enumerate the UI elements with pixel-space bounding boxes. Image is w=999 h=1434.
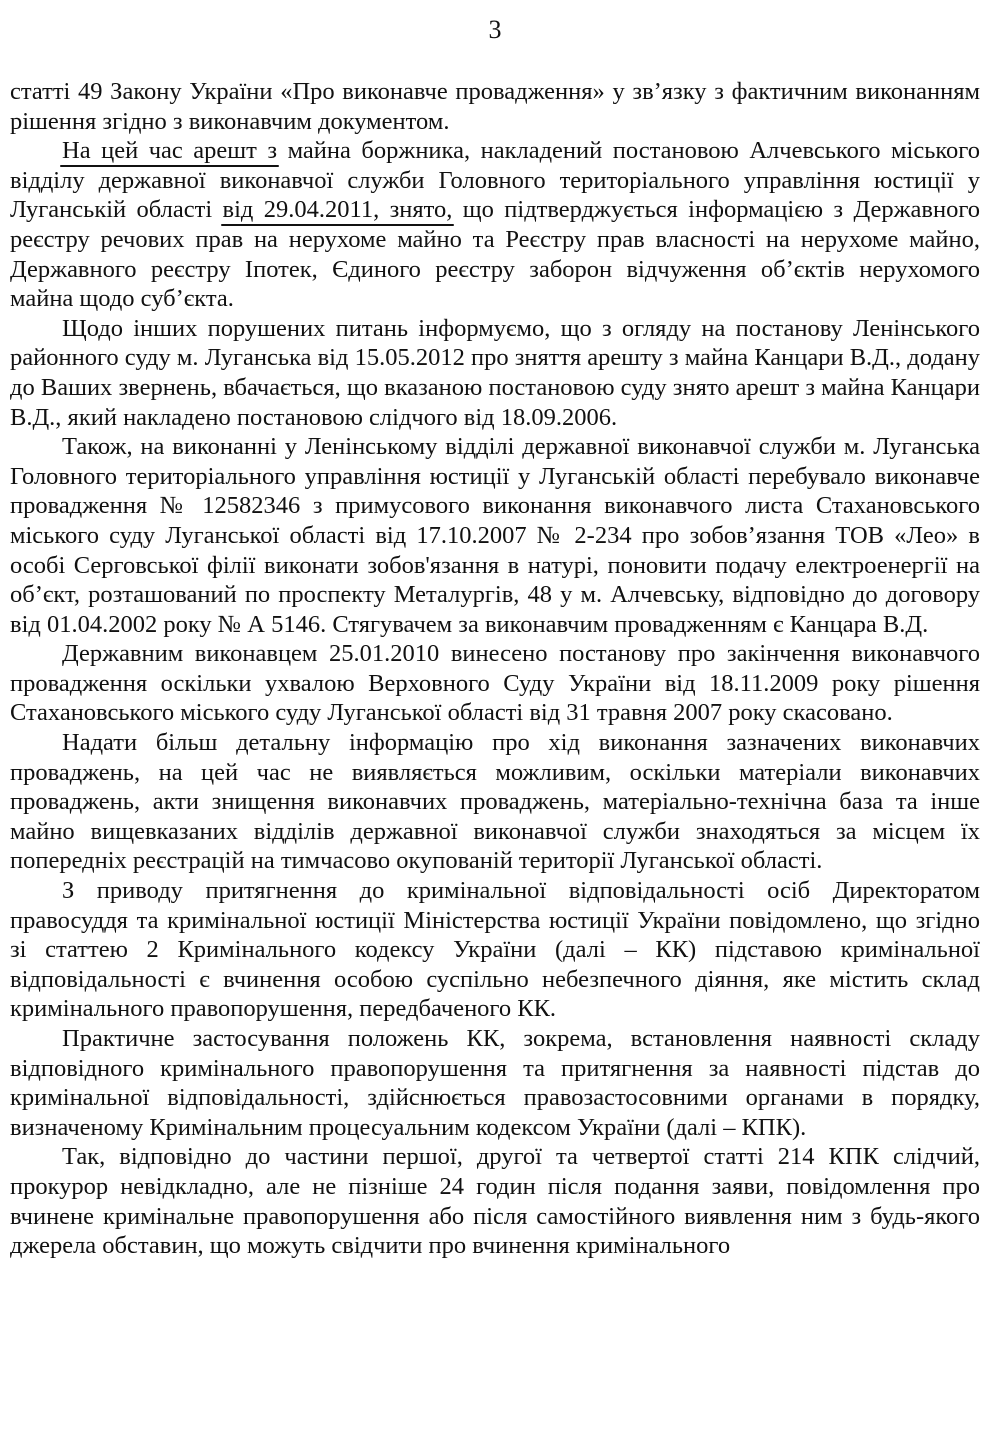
paragraph-9 — [10, 1142, 980, 1260]
paragraph-text: Так, відповідно до частини першої, другої та четвертої статті 214 КПК слідчий, прокурор невідкладно, але не пізніше 24 годин після подання заяви, повідомлення про вчинене кримінальне правопорушення або після самостійного виявлення ним з будь-якого джерела обставин, що можуть свідчити про вчинення кримінального — [10, 1143, 980, 1260]
paragraph-5 — [10, 639, 980, 728]
paragraph-2 — [10, 136, 980, 314]
paragraph-3 — [10, 314, 980, 432]
paragraph-text: що підтверджується інформацією з Державного реєстру речових прав на нерухоме майно та Реєстру прав власності на нерухоме майно, Державного реєстру Іпотек, Єдиного реєстру заборон відчуження об’єктів нерухомого майна щодо суб’єкта. — [10, 196, 981, 313]
paragraph-text: З приводу притягнення до кримінальної відповідальності осіб Директоратом правосуддя та кримінальної юстиції Міністерства юстиції України повідомлено, що згідно зі статтею 2 Кримінального кодексу України (далі – КК) підставою кримінальної відповідальності є вчинення особою суспільно небезпечного діяння, яке містить склад кримінального правопорушення, передбаченого КК. — [10, 877, 980, 1023]
paragraph-text: Також, на виконанні у Ленінському відділі державної виконавчої служби м. Луганська Головного територіального управління юстиції у Луганській області перебувало виконавче провадження № 12582346 з примусового виконання виконавчого листа Стахановського міського суду Луганської області від 17.10.2007 № 2-234 про зобов’язання ТОВ «Лео» в особі Серговської філії виконати зобов'язання в натурі, поновити подачу електроенергії на об’єкт, розташований по проспекту Металургів, 48 у м. Алчевську, відповідно до договору від 01.04.2002 року № А 5146. Стягувачем за виконавчим провадженням є Канцара В.Д. — [10, 433, 980, 638]
paragraph-8 — [10, 1024, 980, 1142]
paragraph-text: Практичне застосування положень КК, зокрема, встановлення наявності складу відповідного кримінального правопорушення та притягнення за наявності підстав до кримінальної відповідальності, здійснюється правозастосовними органами в порядку, визначеному Кримінальним процесуальним кодексом України (далі – КПК). — [10, 1025, 980, 1141]
paragraph-1 — [10, 77, 980, 136]
paragraph-text: майна боржника, накладений постановою Алчевського міського відділу державної виконавчої служби Головного територіального управління юстиції у Луганській області — [10, 137, 980, 224]
page-number: 3 — [488, 15, 502, 44]
paragraph-7 — [10, 876, 980, 1024]
paragraph-6 — [10, 728, 980, 876]
paragraph-text: Щодо інших порушених питань інформуємо, що з огляду на постанову Ленінського районного суду м. Луганська від 15.05.2012 про зняття арешту з майна Канцари В.Д., додану до Ваших звернень, вбачається, що вказаною постановою суду знято арешт з майна Канцари В.Д., який накладено постановою слідчого від 18.09.2006. — [10, 314, 980, 431]
paragraph-text: Надати більш детальну інформацію про хід виконання зазначених виконавчих проваджень, на цей час не виявляється можливим, оскільки матеріали виконавчих проваджень, акти знищення виконавчих проваджень, матеріально-технічна база та інше майно вищевказаних відділів державної виконавчої служби знаходяться за місцем їх попередніх реєстрацій на тимчасово окупованій території Луганської області. — [10, 729, 980, 875]
paragraph-text: статті 49 Закону України «Про виконавче провадження» у зв’язку з фактичним виконанням рішення згідно з виконавчим документом. — [10, 78, 980, 135]
document-body — [10, 77, 980, 1261]
handwritten-underline-mark: від 29.04.2011, знято, — [222, 196, 453, 224]
paragraph-4 — [10, 432, 980, 639]
handwritten-underline-mark: На цей час арешт з — [62, 137, 278, 165]
paragraph-text: Державним виконавцем 25.01.2010 винесено постанову про закінчення виконавчого провадження оскільки ухвалою Верховного Суду України від 18.11.2009 року рішення Стахановського міського суду Луганської області від 31 травня 2007 року скасовано. — [10, 640, 980, 727]
